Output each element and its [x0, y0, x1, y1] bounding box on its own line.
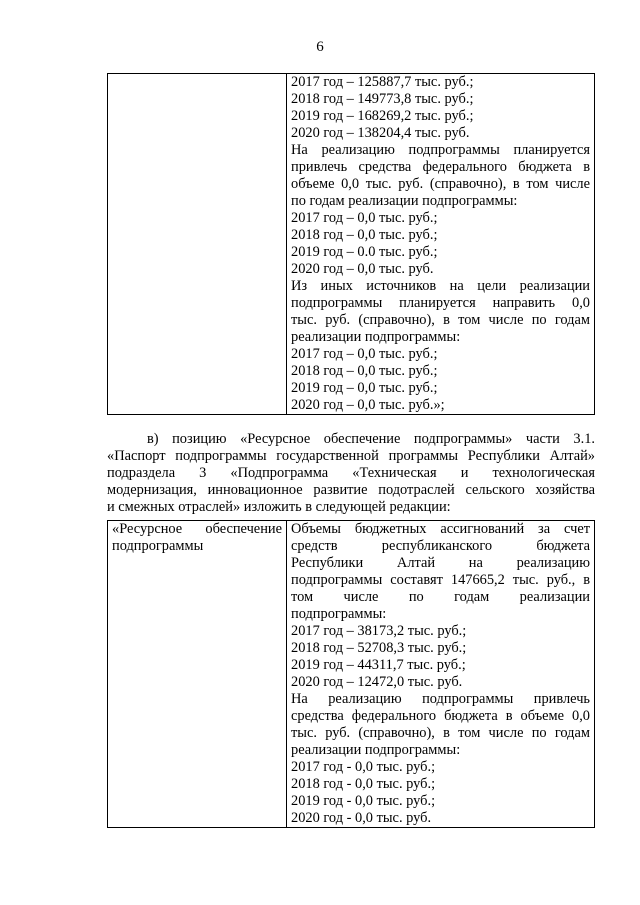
resource-table-new — [107, 520, 595, 828]
funding-line: 2017 год – 0,0 тыс. руб.; — [291, 210, 438, 226]
paragraph-line: Из иных источников на цели реализации — [291, 278, 590, 294]
funding-line: 2020 год – 0,0 тыс. руб.»; — [291, 397, 445, 413]
funding-line: 2018 год – 0,0 тыс. руб.; — [291, 363, 438, 379]
funding-line: 2020 год - 0,0 тыс. руб. — [291, 810, 432, 826]
paragraph-line: тыс. руб. (справочно), в том числе по годам — [291, 312, 590, 328]
funding-line: 2019 год – 168269,2 тыс. руб.; — [291, 108, 474, 124]
amendment-paragraph — [107, 431, 595, 516]
paragraph-line: объеме 0,0 тыс. руб. (справочно), в том числе — [291, 176, 590, 192]
paragraph-line: реализации подпрограммы: — [291, 329, 461, 345]
row-heading-line: «Ресурсное обеспечение — [112, 521, 282, 537]
funding-line: 2019 год – 44311,7 тыс. руб.; — [291, 657, 466, 673]
paragraph-line: «Паспорт подпрограммы государственной программы Республики Алтай» — [107, 448, 595, 464]
paragraph-line: подпрограммы составят 147665,2 тыс. руб., в — [291, 572, 590, 588]
paragraph-line: модернизация, инновационное развитие подотраслей сельского хозяйства — [107, 482, 595, 498]
funding-line: 2019 год – 0,0 тыс. руб.; — [291, 380, 438, 396]
funding-line: 2018 год - 0,0 тыс. руб.; — [291, 776, 436, 792]
paragraph-line: Республики Алтай на реализацию — [291, 555, 590, 571]
table-right-cell — [287, 521, 595, 828]
funding-line: 2017 год – 125887,7 тыс. руб.; — [291, 74, 474, 90]
row-heading-line: подпрограммы — [112, 538, 204, 554]
table-row — [108, 74, 595, 415]
table-row — [108, 521, 595, 828]
funding-line: 2017 год – 0,0 тыс. руб.; — [291, 346, 438, 362]
paragraph-line: средств республиканского бюджета — [291, 538, 590, 554]
paragraph-line: подпрограммы планируется направить 0,0 — [291, 295, 590, 311]
paragraph-line: тыс. руб. (справочно), в том числе по годам — [291, 725, 590, 741]
table-left-cell — [108, 521, 287, 828]
paragraph-line: том числе по годам реализации — [291, 589, 590, 605]
funding-line: 2020 год – 12472,0 тыс. руб. — [291, 674, 463, 690]
paragraph-line: Объемы бюджетных ассигнований за счет — [291, 521, 590, 537]
funding-line: 2018 год – 149773,8 тыс. руб.; — [291, 91, 474, 107]
funding-line: 2017 год - 0,0 тыс. руб.; — [291, 759, 436, 775]
paragraph-line: реализации подпрограммы: — [291, 742, 461, 758]
table-right-cell — [287, 74, 595, 415]
paragraph-line: подраздела 3 «Подпрограмма «Техническая и технологическая — [107, 465, 595, 481]
funding-line: 2018 год – 52708,3 тыс. руб.; — [291, 640, 467, 656]
resource-table-continued — [107, 73, 595, 415]
paragraph-line: и смежных отраслей» изложить в следующей редакции: — [107, 499, 451, 515]
funding-line: 2019 год - 0,0 тыс. руб.; — [291, 793, 436, 809]
paragraph-line: На реализацию подпрограммы планируется — [291, 142, 590, 158]
funding-line: 2020 год – 0,0 тыс. руб. — [291, 261, 434, 277]
table-left-cell — [108, 74, 287, 415]
funding-line: 2019 год – 0.0 тыс. руб.; — [291, 244, 438, 260]
funding-line: 2018 год – 0,0 тыс. руб.; — [291, 227, 438, 243]
page-number: 6 — [316, 39, 324, 55]
paragraph-line: средства федерального бюджета в объеме 0,0 — [291, 708, 590, 724]
paragraph-line: подпрограммы: — [291, 606, 387, 622]
paragraph-line: по годам реализации подпрограммы: — [291, 193, 518, 209]
paragraph-line: привлечь средства федерального бюджета в — [291, 159, 590, 175]
paragraph-line: На реализацию подпрограммы привлечь — [291, 691, 590, 707]
funding-line: 2017 год – 38173,2 тыс. руб.; — [291, 623, 467, 639]
funding-line: 2020 год – 138204,4 тыс. руб. — [291, 125, 470, 141]
paragraph-line: в) позицию «Ресурсное обеспечение подпрограммы» части 3.1. — [147, 431, 595, 447]
